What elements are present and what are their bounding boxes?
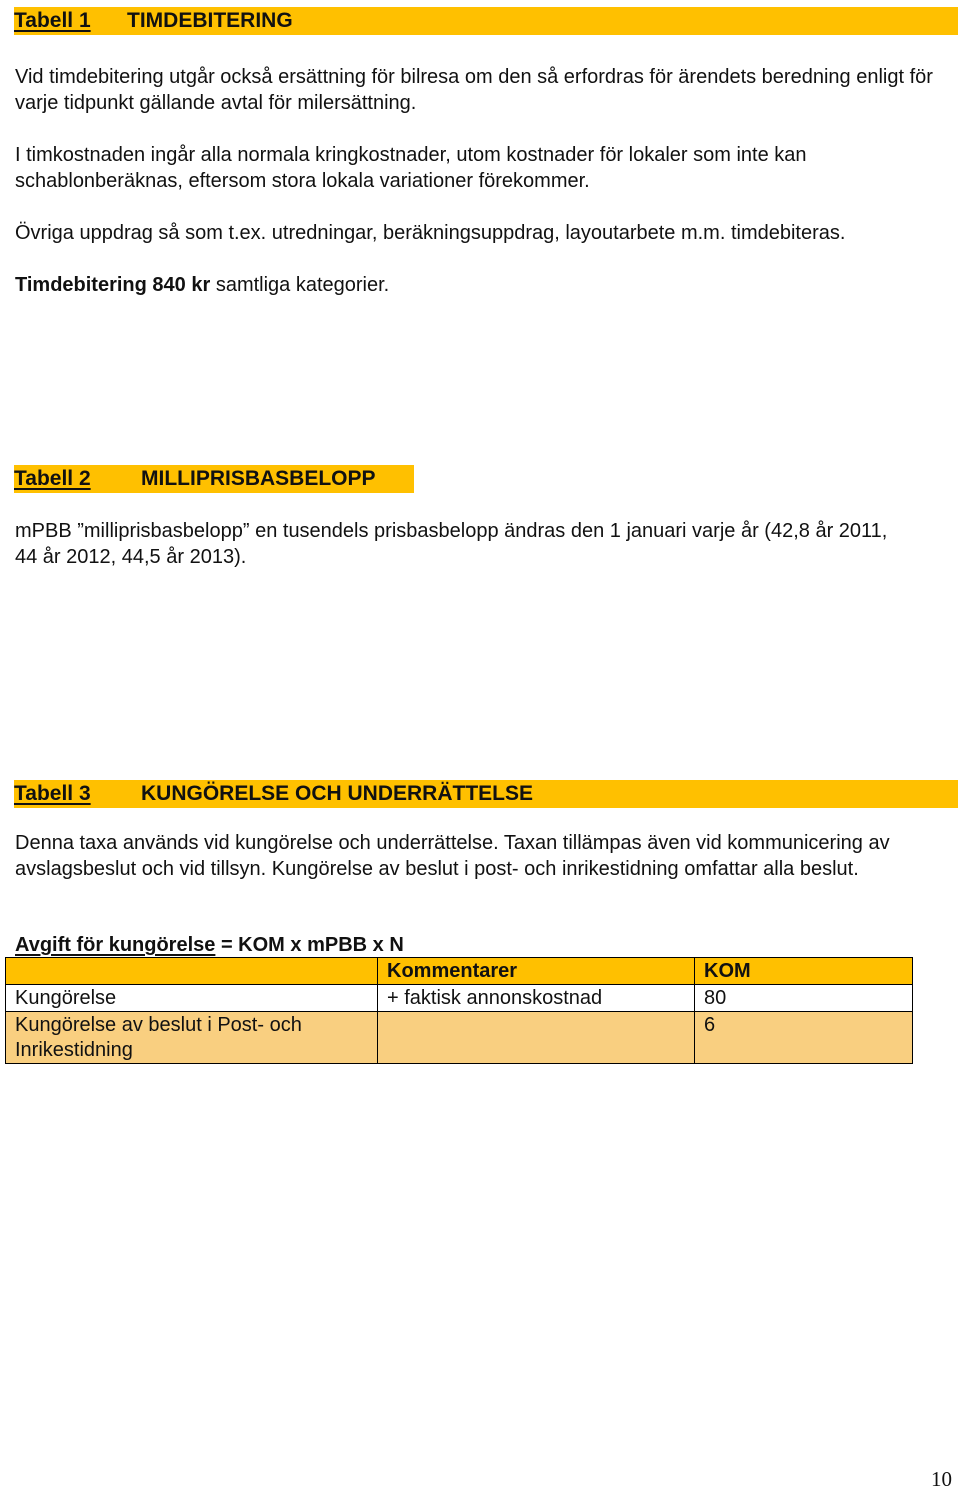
table-cell-kom: 6: [695, 1012, 913, 1064]
tabell1-paragraph-3: Övriga uppdrag så som t.ex. utredningar, beräkningsuppdrag, layoutarbete m.m. timdebiteras.: [15, 222, 846, 244]
header-cell-kommentarer: Kommentarer: [378, 958, 695, 985]
table-cell-item: Kungörelse: [6, 985, 378, 1012]
tabell3-formula: [15, 932, 955, 958]
table-row: [6, 985, 913, 1012]
formula-expression: = KOM x mPBB x N: [215, 934, 404, 956]
tabell1-rate-rest: samtliga kategorier.: [210, 274, 390, 296]
table-cell-item: Kungörelse av beslut i Post- och Inrikestidning: [6, 1012, 378, 1064]
table-cell-comment: + faktisk annonskostnad: [378, 985, 695, 1012]
tabell3-label: Tabell 3: [14, 782, 91, 805]
tabell2-paragraph: mPBB ”milliprisbasbelopp” en tusendels prisbasbelopp ändras den 1 januari varje år (42,8 år 2011, 44 år 2012, 44,5 år 2013).: [15, 520, 888, 568]
header-cell-kom: KOM: [695, 958, 913, 985]
tabell1-paragraph-2: I timkostnaden ingår alla normala kringkostnader, utom kostnader för lokaler som inte kan schablonberäknas, eftersom stora lokala variationer förekommer.: [15, 144, 807, 192]
table-header-row: [6, 958, 913, 985]
tabell3-header-bar: [14, 780, 958, 808]
tabell1-rate: [15, 272, 955, 298]
tabell1-paragraph-1: Vid timdebitering utgår också ersättning för bilresa om den så erfordras för ärendets beredning enligt för varje tidpunkt gällande avtal för milersättning.: [15, 66, 933, 114]
table-cell-kom: 80: [695, 985, 913, 1012]
tabell2-label: Tabell 2: [14, 467, 91, 490]
tabell2-header-bar: [14, 465, 414, 493]
tabell2-title: MILLIPRISBASBELOPP: [141, 467, 376, 490]
formula-label: Avgift för kungörelse: [15, 934, 216, 956]
table-row: [6, 1012, 913, 1064]
tabell3-title: KUNGÖRELSE OCH UNDERRÄTTELSE: [141, 782, 534, 805]
table-cell-comment: [378, 1012, 695, 1064]
tabell1-label: Tabell 1: [14, 9, 91, 32]
tabell1-header-bar: [14, 7, 958, 35]
tabell1-rate-bold: Timdebitering 840 kr: [15, 274, 211, 296]
tabell3-paragraph: Denna taxa används vid kungörelse och underrättelse. Taxan tillämpas även vid kommunicering av avslagsbeslut och vid tillsyn. Kungörelse av beslut i post- och inrikestidning omfattar alla beslut.: [15, 832, 890, 880]
header-cell-empty: [6, 958, 378, 985]
kungorelse-fee-table: [5, 957, 913, 1064]
page-number: 10: [931, 1467, 952, 1491]
tabell1-title: TIMDEBITERING: [127, 9, 293, 32]
